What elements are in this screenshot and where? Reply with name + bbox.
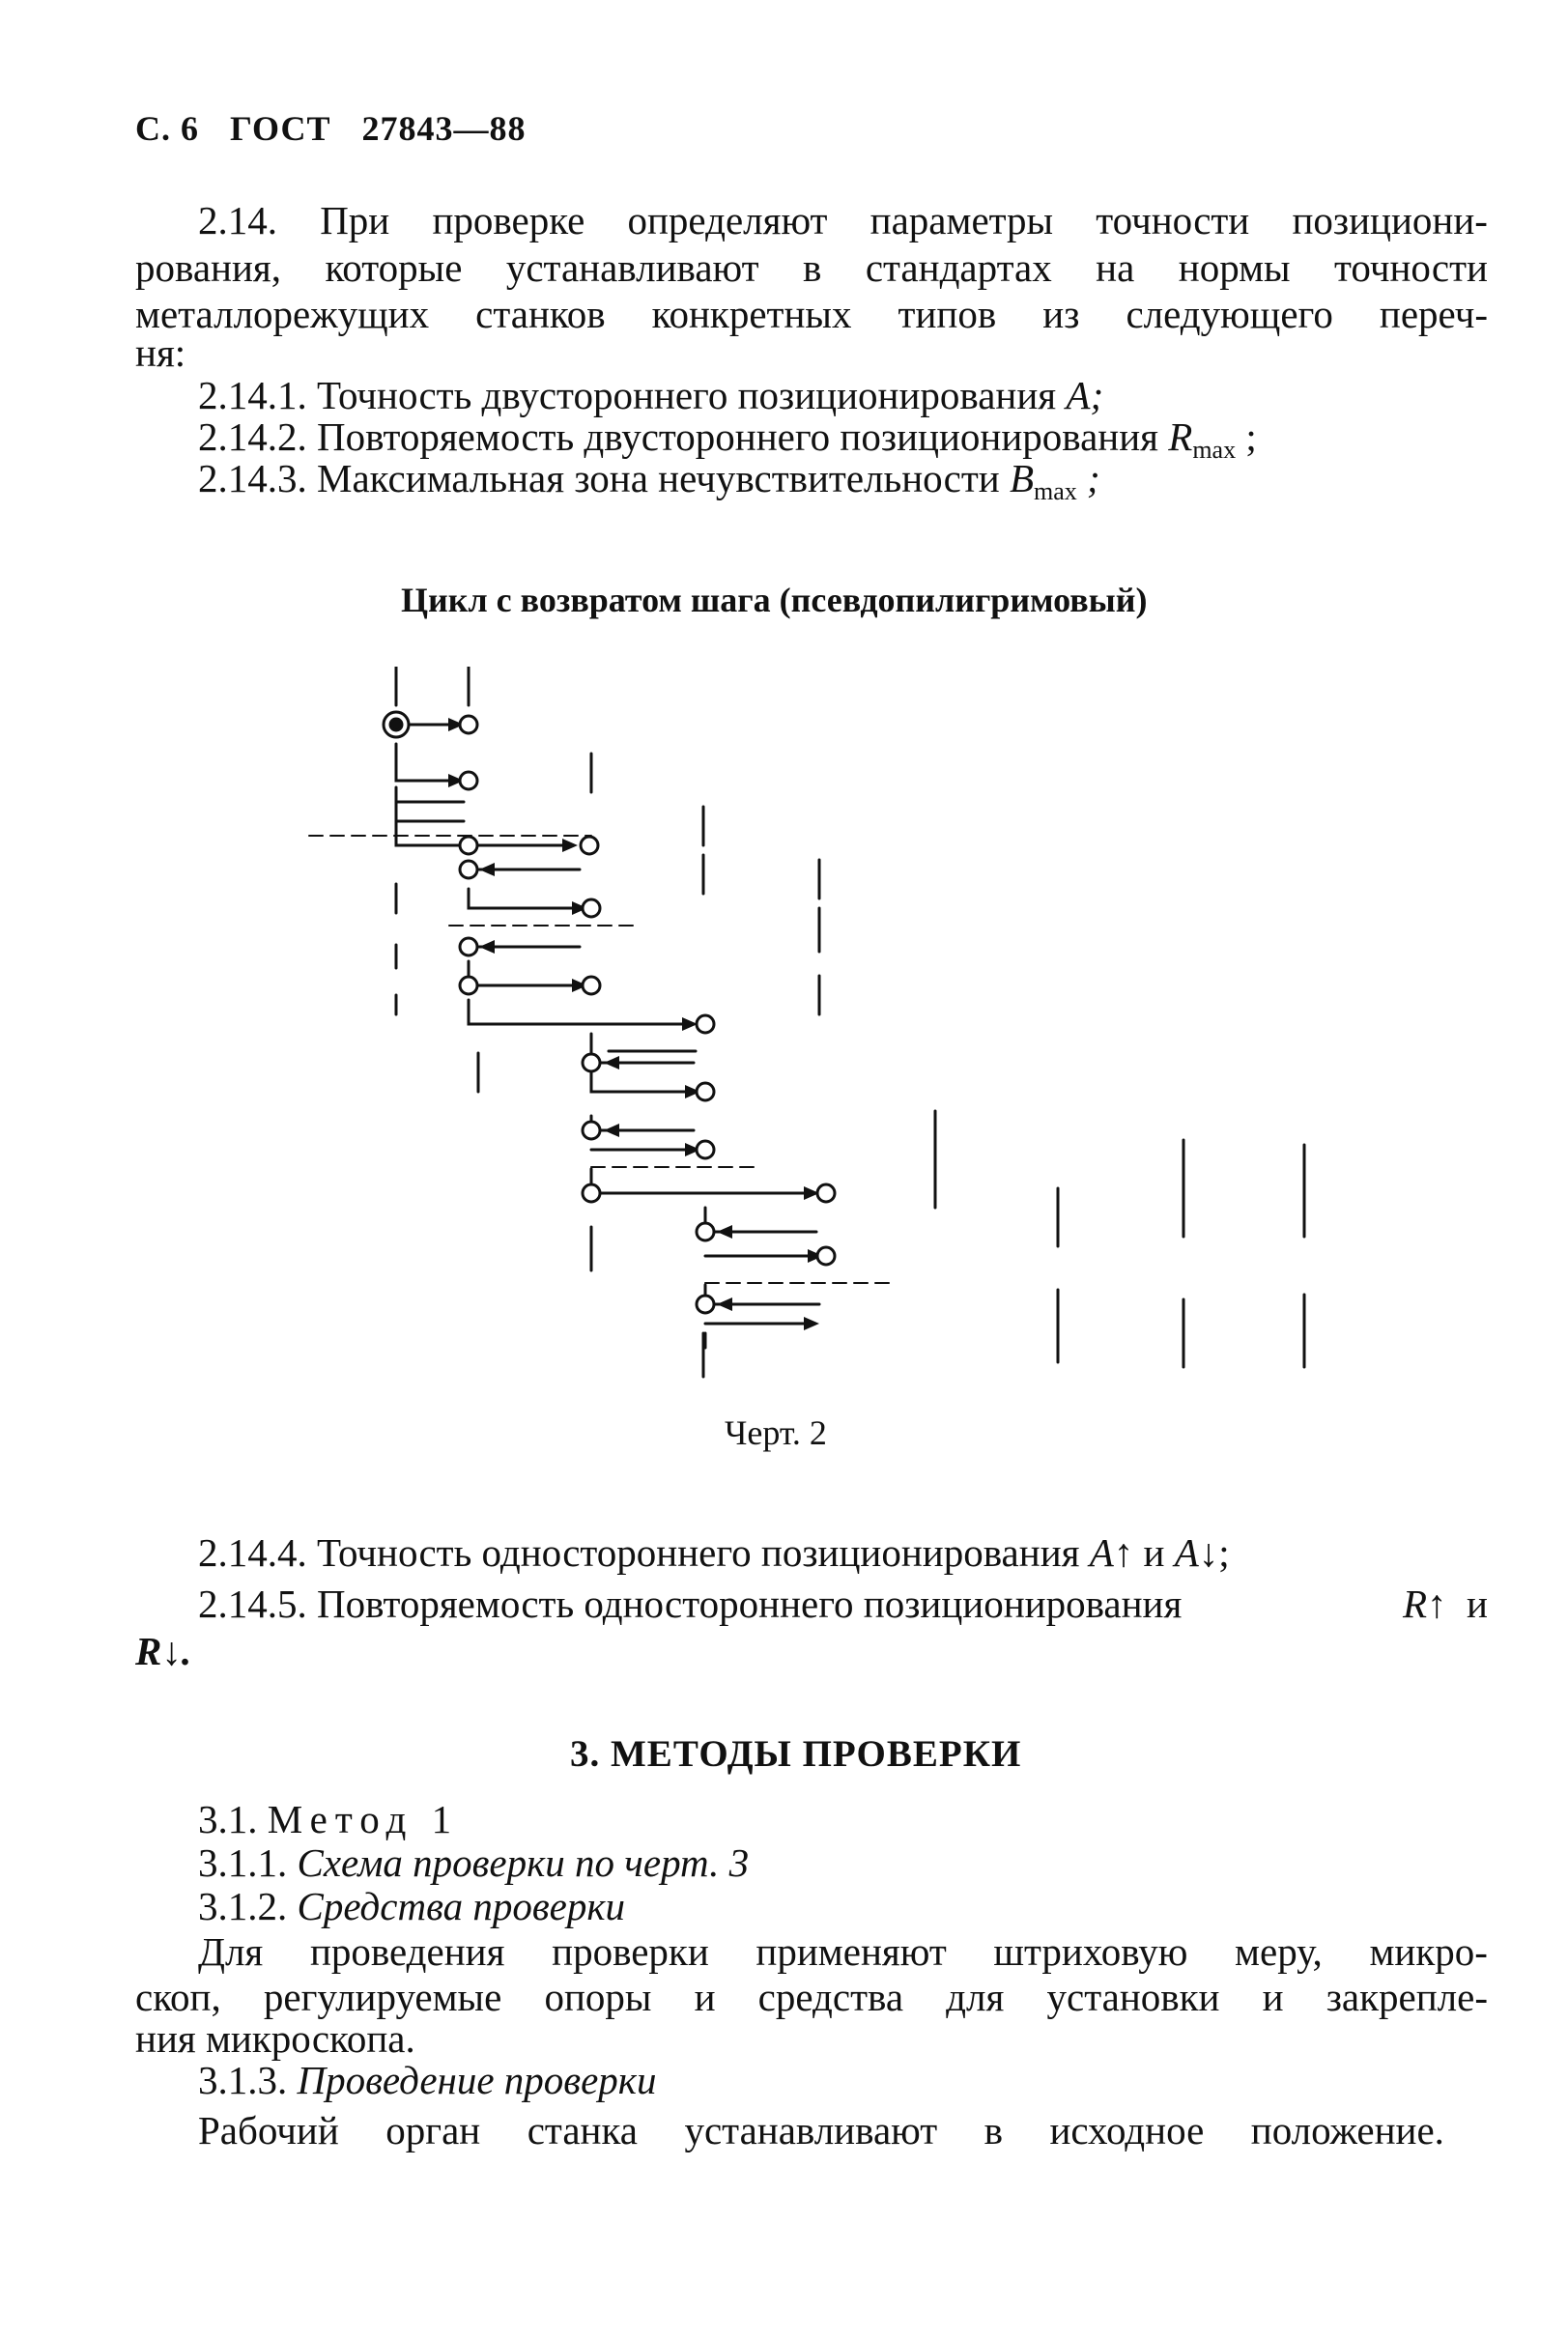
word: типов [898,292,997,336]
standard-number: 27843—88 [361,109,527,148]
word: позициони- [1292,198,1488,242]
move-path [396,744,456,781]
label: Проведение проверки [297,2058,657,2102]
position-point [697,1083,714,1100]
pseudo-pilgrim-cycle-diagram [290,667,1353,1420]
arrow-left-icon [604,1124,619,1137]
position-point [460,938,477,955]
position-point [817,1184,835,1202]
move-path [591,1039,696,1063]
para-2-14-line-2 [135,243,1488,292]
word: нормы [1178,245,1291,290]
position-lines [396,667,1304,1377]
move-path [591,1072,694,1092]
item-2-14-5 [198,1580,1488,1628]
word: устанавливают [684,2108,938,2153]
tail: ; [1245,414,1257,459]
word: рования, [135,245,282,290]
symbol-r-down: R↓. [135,1629,192,1673]
word: в [803,245,822,290]
position-point [697,1223,714,1240]
subscript: max [1034,477,1077,505]
word: из [1042,292,1080,336]
para-2-14-line-3 [135,290,1488,338]
number: 3.1. [198,1797,258,1841]
arrow-right-icon [804,1317,819,1330]
move-path [469,870,580,908]
method-1-heading [198,1795,459,1843]
word: станка [527,2108,638,2153]
number: 3.1.3. [198,2058,288,2102]
para-3-1-2-line-3: ния микроскопа. [135,2016,415,2061]
word: микро- [1369,1929,1488,1974]
tail: ; [1090,373,1104,417]
word: точности [1096,198,1250,242]
para-2-14-line-4: ня: [135,330,186,375]
position-point [697,1141,714,1158]
word: проверке [432,198,585,242]
word: для [946,1975,1005,2019]
word: установки [1046,1975,1220,2019]
word: стандартах [865,245,1052,290]
word: определяют [627,198,828,242]
label: Схема проверки по черт. 3 [297,1840,750,1885]
word: переч- [1379,292,1488,336]
number: 3.1.2. [198,1884,288,1928]
word: применяют [755,1929,947,1974]
arrow-left-icon [717,1297,732,1311]
position-point [460,772,477,789]
item-text: 2.14.4. Точность одностороннего позиционирования [198,1530,1080,1575]
word: штриховую [993,1929,1188,1974]
symbol-a-up: A↑ [1089,1530,1134,1575]
arrow-left-icon [604,1056,619,1069]
para-3-1-2-line-1 [198,1927,1488,1976]
page-header [135,108,547,149]
item-text: 2.14.2. Повторяемость двустороннего позиционирования [198,414,1159,459]
subsection-3-1-3 [198,2056,656,2104]
section-3-title: 3. МЕТОДЫ ПРОВЕРКИ [570,1733,1022,1775]
word: Рабочий [198,2108,339,2153]
move-path [591,1169,812,1193]
word: на [1096,245,1135,290]
tail: ; [1087,456,1100,500]
subscript: max [1192,436,1237,464]
word: проверки [552,1929,709,1974]
item-text: 2.14.1. Точность двустороннего позиционирования [198,373,1057,417]
word: регулируемые [263,1975,502,2019]
position-point [460,861,477,878]
position-point [583,977,600,994]
position-point [581,837,598,854]
label: Средства проверки [297,1884,626,1928]
tail: ; [1218,1530,1230,1575]
position-point [460,837,477,854]
word: орган [385,2108,481,2153]
symbol-r-up: R↑ [1403,1582,1447,1626]
word: конкретных [651,292,852,336]
position-point [817,1247,835,1265]
position-point [583,1184,600,1202]
item-text: 2.14.3. Максимальная зона нечувствительности [198,456,1000,500]
arrow-left-icon [479,863,495,876]
arrow-right-icon [562,839,578,852]
para-2-14-line-1 [198,196,1488,244]
page-number: С. 6 [135,109,199,148]
figure-title: Цикл с возвратом шага (псевдопилигримовый) [401,581,1148,619]
start-point-dot [390,719,402,730]
word: точности [1334,245,1488,290]
position-point [583,1054,600,1071]
move-path [469,1000,691,1024]
word: и [694,1975,716,2019]
symbol-a: A [1066,373,1091,417]
position-point [460,977,477,994]
word: проведения [309,1929,505,1974]
subsection-3-1-1 [198,1839,749,1887]
conjunction: и [1143,1530,1165,1575]
position-point [697,1015,714,1033]
arrow-left-icon [717,1225,732,1239]
word: средства [757,1975,904,2019]
word: и [1262,1975,1284,2019]
item-2-14-4 [198,1528,1230,1577]
word: положение. [1250,2108,1444,2153]
position-point [583,899,600,917]
position-point [697,1296,714,1313]
word: 2.14. [198,198,277,242]
word: которые [325,245,463,290]
subsection-3-1-2 [198,1882,625,1930]
standard-label: ГОСТ [230,109,331,148]
para-3-1-3 [198,2106,1444,2154]
arrow-left-icon [479,940,495,954]
conjunction: и [1467,1582,1488,1626]
move-path [591,1116,694,1150]
item-2-14-3 [198,454,1100,516]
item-text: 2.14.5. Повторяемость одностороннего позиционирования [198,1582,1183,1626]
word: параметры [870,198,1054,242]
word: опоры [544,1975,652,2019]
word: в [984,2108,1003,2153]
number: 3.1.1. [198,1840,288,1885]
word: станков [475,292,606,336]
position-point [460,716,477,733]
word: Для [198,1929,264,1974]
position-point [583,1122,600,1139]
word: скоп, [135,1975,221,2019]
word: металлорежущих [135,292,430,336]
figure-caption: Черт. 2 [725,1413,827,1452]
symbol-r: R [1168,414,1193,459]
move-path [469,947,580,985]
word: При [320,198,390,242]
symbol-b: B [1009,456,1035,500]
word: устанавливают [505,245,759,290]
label: Метод 1 [267,1797,460,1841]
word: меру, [1235,1929,1323,1974]
symbol-a-down: A↓ [1174,1530,1219,1575]
word: исходное [1049,2108,1205,2153]
word: закрепле- [1326,1975,1488,2019]
word: следующего [1126,292,1333,336]
